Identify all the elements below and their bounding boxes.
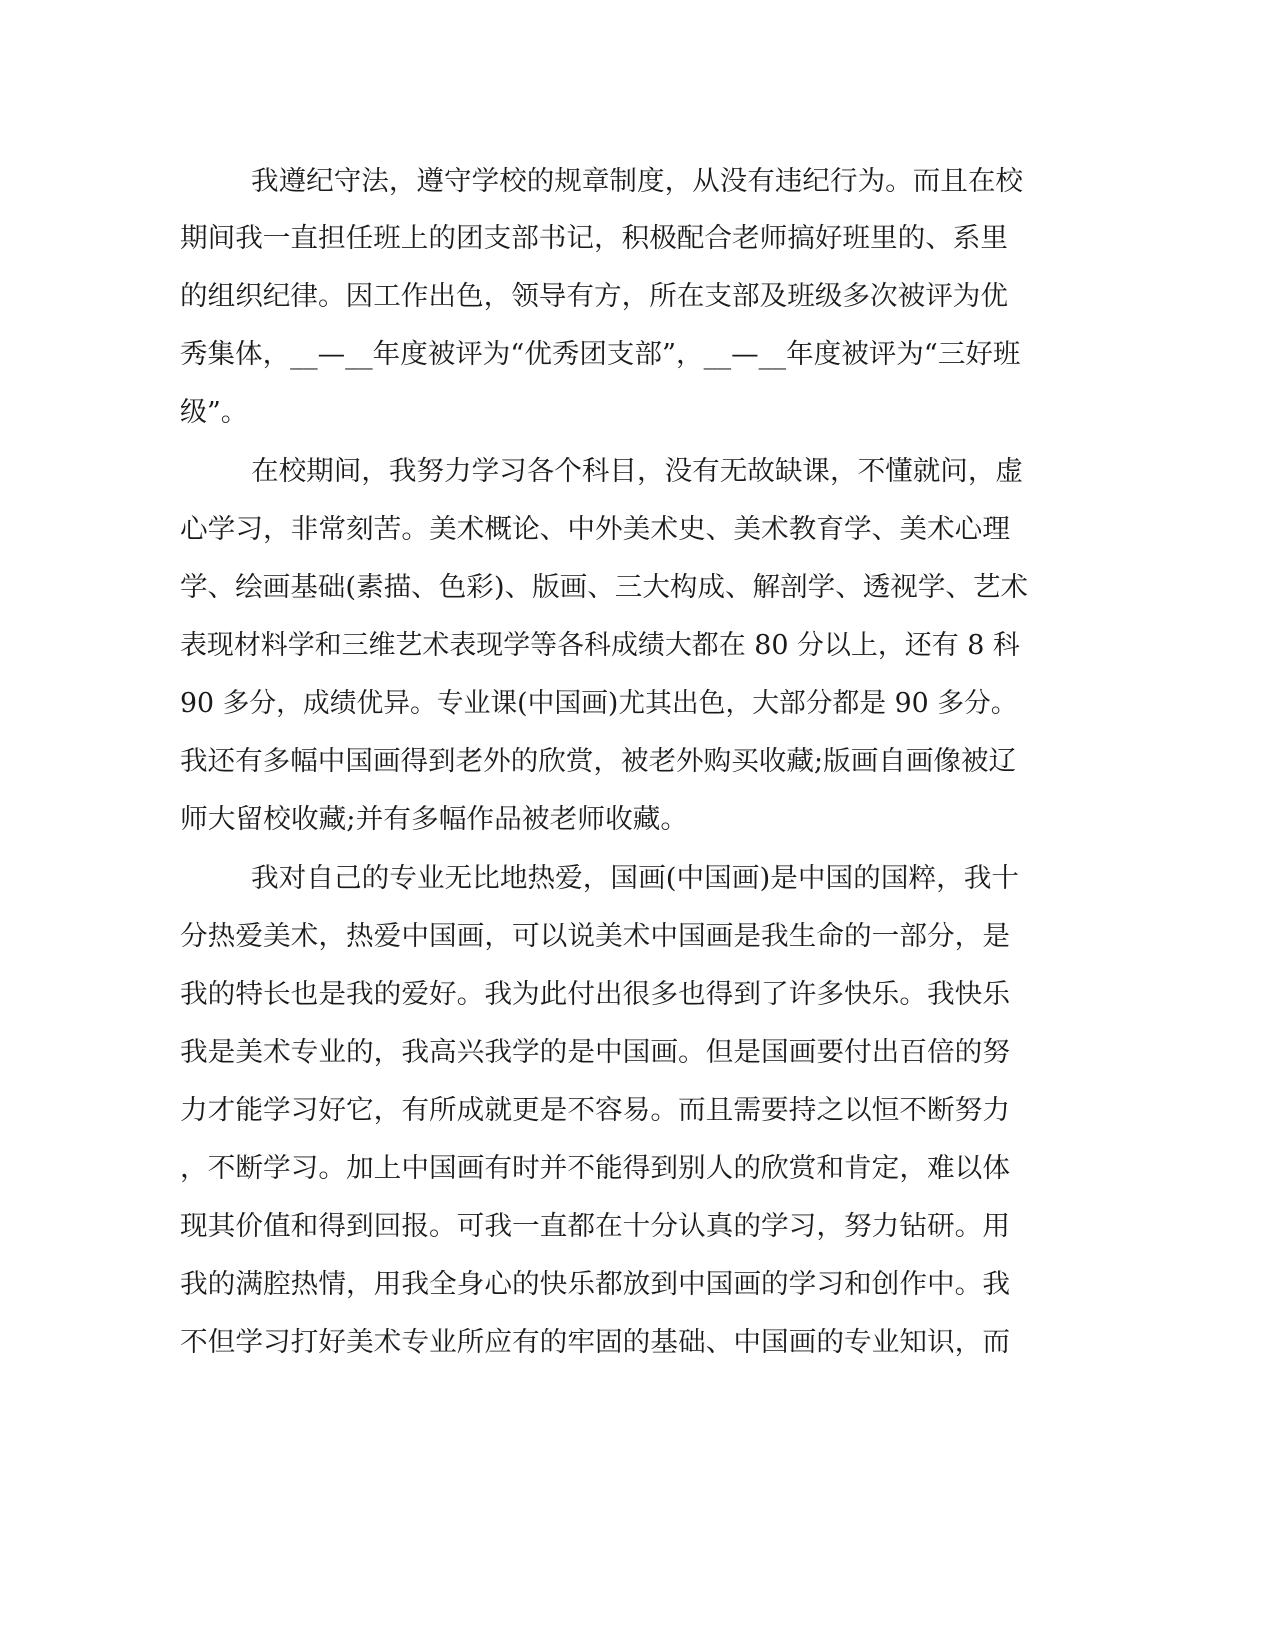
paragraph-2-line-1: 在校期间，我努力学习各个科目，没有无故缺课，不懂就问，虚 — [251, 456, 1023, 487]
paragraph-2-line-6: 我还有多幅中国画得到老外的欣赏，被老外购买收藏;版画自画像被辽 — [180, 746, 1017, 777]
paragraph-3-line-3: 我的特长也是我的爱好。我为此付出很多也得到了许多快乐。我快乐 — [180, 979, 1010, 1010]
paragraph-2-line-3: 学、绘画基础(素描、色彩)、版画、三大构成、解剖学、透视学、艺术 — [180, 572, 1029, 603]
paragraph-3-line-8: 我的满腔热情，用我全身心的快乐都放到中国画的学习和创作中。我 — [180, 1269, 1010, 1300]
paragraph-1-line-2: 期间我一直担任班上的团支部书记，积极配合老师搞好班里的、系里 — [180, 223, 1009, 254]
paragraph-2-line-7: 师大留校收藏;并有多幅作品被老师收藏。 — [180, 804, 689, 835]
paragraph-3-line-2: 分热爱美术，热爱中国画，可以说美术中国画是我生命的一部分，是 — [180, 921, 1010, 952]
paragraph-3-line-4: 我是美术专业的，我高兴我学的是中国画。但是国画要付出百倍的努 — [180, 1037, 1010, 1068]
paragraph-2-line-2: 心学习，非常刻苦。美术概论、中外美术史、美术教育学、美术心理 — [180, 514, 1010, 545]
paragraph-3-line-5: 力才能学习好它，有所成就更是不容易。而且需要持之以恒不断努力 — [180, 1095, 1010, 1126]
paragraph-1-line-5: 级”。 — [180, 397, 248, 428]
paragraph-3-line-1: 我对自己的专业无比地热爱，国画(中国画)是中国的国粹，我十 — [251, 863, 1020, 894]
paragraph-3-line-7: 现其价值和得到回报。可我一直都在十分认真的学习，努力钻研。用 — [180, 1211, 1010, 1242]
paragraph-3-line-6: ，不断学习。加上中国画有时并不能得到别人的欣赏和肯定，难以体 — [180, 1153, 1010, 1184]
paragraph-1-line-3: 的组织纪律。因工作出色，领导有方，所在支部及班级多次被评为优 — [180, 281, 1009, 312]
paragraph-1-line-1: 我遵纪守法，遵守学校的规章制度，从没有违纪行为。而且在校 — [251, 166, 1023, 197]
paragraph-2-line-4: 表现材料学和三维艺术表现学等各科成绩大都在 80 分以上，还有 8 科 — [180, 630, 1020, 661]
paragraph-2-line-5: 90 多分，成绩优异。专业课(中国画)尤其出色，大部分都是 90 多分。 — [180, 688, 1018, 719]
paragraph-3-line-9: 不但学习打好美术专业所应有的牢固的基础、中国画的专业知识，而 — [180, 1327, 1010, 1358]
paragraph-1-line-4: 秀集体，__—__年度被评为“优秀团支部”，__—__年度被评为“三好班 — [180, 339, 1021, 370]
